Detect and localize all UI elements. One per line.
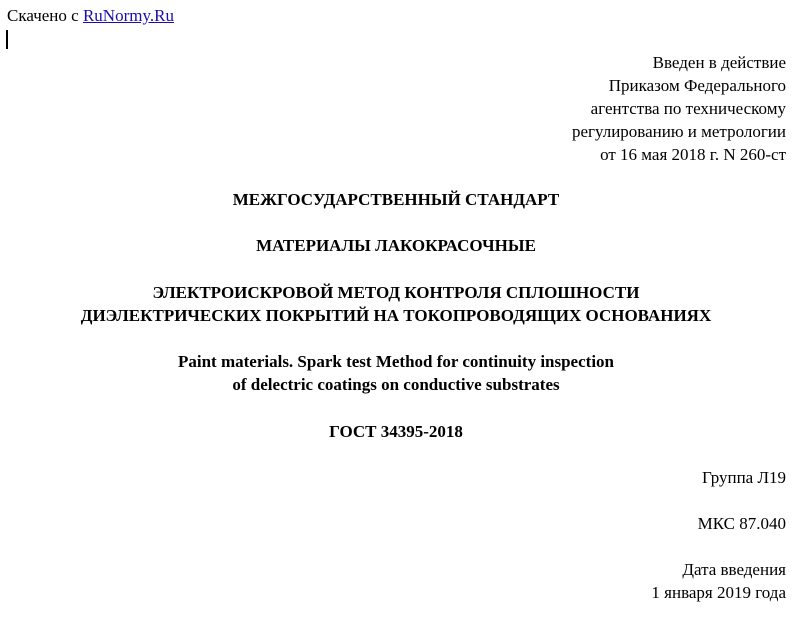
enactment-line: от 16 мая 2018 г. N 260-ст bbox=[600, 145, 786, 164]
enactment-line: Введен в действие bbox=[652, 53, 786, 72]
download-source-line bbox=[7, 6, 174, 26]
gost-number: ГОСТ 34395-2018 bbox=[329, 422, 463, 441]
enactment-line: регулированию и метрологии bbox=[571, 122, 786, 141]
standard-type-text: МЕЖГОСУДАРСТВЕННЫЙ СТАНДАРТ bbox=[232, 190, 560, 209]
english-title-line: of delectric coatings on conductive substrates bbox=[232, 375, 560, 394]
english-title-line: Paint materials. Spark test Method for continuity inspection bbox=[177, 352, 614, 371]
group-block bbox=[702, 466, 786, 489]
runormy-link[interactable]: RuNormy.Ru bbox=[82, 6, 174, 25]
method-title bbox=[0, 281, 792, 327]
method-title-line: ДИЭЛЕКТРИЧЕСКИХ ПОКРЫТИЙ НА ТОКОПРОВОДЯЩИХ ОСНОВАНИЯХ bbox=[80, 306, 712, 325]
materials-heading bbox=[0, 234, 792, 257]
enactment-block bbox=[572, 51, 786, 166]
enactment-line: Приказом Федерального bbox=[608, 76, 786, 95]
enactment-line: агентства по техническому bbox=[590, 99, 786, 118]
intro-date-block bbox=[651, 558, 786, 604]
english-title bbox=[0, 350, 792, 396]
mks-code: МКС 87.040 bbox=[697, 514, 786, 533]
intro-date-value: 1 января 2019 года bbox=[651, 583, 786, 602]
materials-text: МАТЕРИАЛЫ ЛАКОКРАСОЧНЫЕ bbox=[256, 236, 536, 255]
text-cursor bbox=[6, 30, 8, 49]
method-title-line: ЭЛЕКТРОИСКРОВОЙ МЕТОД КОНТРОЛЯ СПЛОШНОСТИ bbox=[152, 283, 640, 302]
download-source-prefix: Скачено с bbox=[7, 6, 79, 25]
mks-block bbox=[698, 512, 786, 535]
gost-heading bbox=[0, 420, 792, 443]
standard-type-heading bbox=[0, 188, 792, 211]
group-code: Группа Л19 bbox=[701, 468, 786, 487]
intro-date-label: Дата введения bbox=[682, 560, 786, 579]
